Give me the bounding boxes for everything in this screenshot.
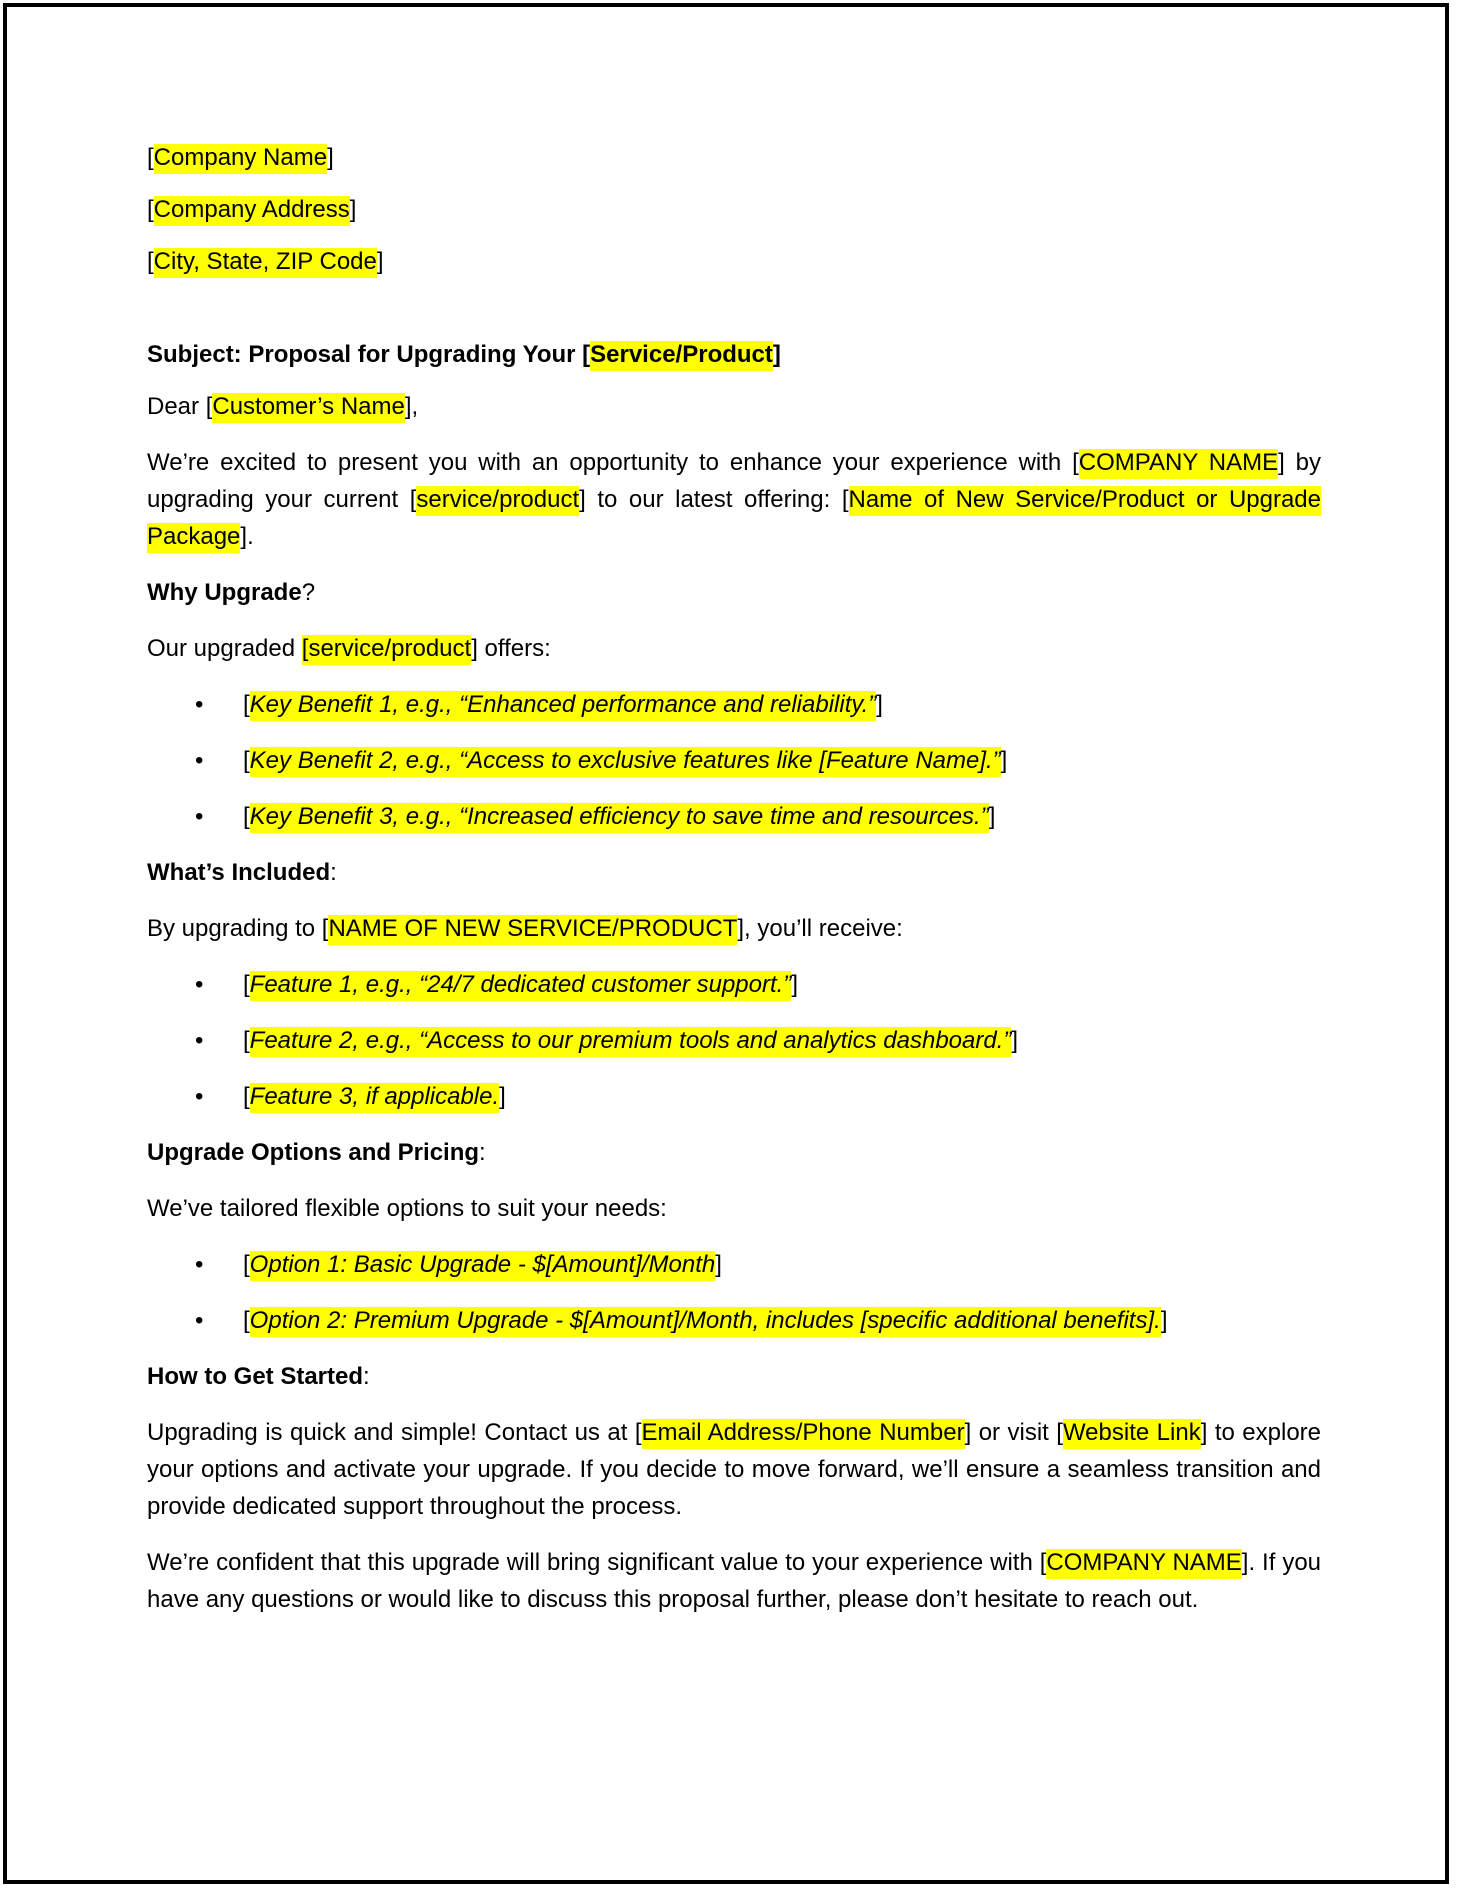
contact-placeholder: Email Address/Phone Number	[642, 1419, 965, 1449]
list-item: • [Key Benefit 2, e.g., “Access to exclusive features like [Feature Name].”]	[147, 742, 1321, 779]
features-list	[147, 966, 1321, 1115]
list-item: • [Feature 1, e.g., “24/7 dedicated customer support.”]	[147, 966, 1321, 1003]
get-started-heading: How to Get Started:	[147, 1363, 370, 1390]
list-item: • [Key Benefit 1, e.g., “Enhanced performance and reliability.”]	[147, 686, 1321, 723]
company-name-line: [Company Name]	[147, 139, 1321, 176]
service-product-placeholder: [service/product	[302, 635, 471, 665]
bullet-icon: •	[195, 971, 204, 998]
why-upgrade-heading: Why Upgrade?	[147, 579, 316, 606]
company-name-placeholder: Company Name	[154, 144, 327, 174]
whats-included-heading: What’s Included:	[147, 859, 337, 886]
letter-body	[147, 139, 1321, 1637]
option-placeholder: Option 2: Premium Upgrade - $[Amount]/Month, includes [specific additional benefits].	[250, 1307, 1161, 1337]
company-address-line: [Company Address]	[147, 191, 1321, 228]
bullet-icon: •	[195, 747, 204, 774]
bullet-icon: •	[195, 1251, 204, 1278]
get-started-paragraph: Upgrading is quick and simple! Contact us at [Email Address/Phone Number] or visit [Website Link] to explore your options and activate your upgrade. If you decide to move forward, we’ll ensure a seamless transition and provide dedicated support throughout the process.	[147, 1419, 1322, 1520]
feature-placeholder: Feature 2, e.g., “Access to our premium tools and analytics dashboard.”	[250, 1027, 1012, 1057]
list-item: • [Option 1: Basic Upgrade - $[Amount]/Month]	[147, 1246, 1321, 1283]
benefit-placeholder: Key Benefit 2, e.g., “Access to exclusive features like [Feature Name].”	[250, 747, 1001, 777]
closing-paragraph: We’re confident that this upgrade will bring significant value to your experience with [COMPANY NAME]. If you have any questions or would like to discuss this proposal further, please don’t hesitate to reach out.	[147, 1549, 1322, 1613]
new-offering-placeholder: Name of New Service/Product or Upgrade Package	[147, 486, 1321, 553]
list-item: • [Feature 2, e.g., “Access to our premium tools and analytics dashboard.”]	[147, 1022, 1321, 1059]
pricing-lead: We’ve tailored flexible options to suit your needs:	[147, 1195, 667, 1222]
feature-placeholder: Feature 1, e.g., “24/7 dedicated customer support.”	[250, 971, 792, 1001]
option-placeholder: Option 1: Basic Upgrade - $[Amount]/Month	[250, 1251, 716, 1281]
company-name-placeholder: COMPANY NAME	[1079, 449, 1278, 479]
why-upgrade-lead: Our upgraded [service/product] offers:	[147, 630, 1321, 667]
subject-line: Subject: Proposal for Upgrading Your [Service/Product]	[147, 336, 1321, 373]
bullet-icon: •	[195, 1083, 204, 1110]
benefits-list	[147, 686, 1321, 835]
company-name-placeholder: COMPANY NAME	[1046, 1549, 1241, 1579]
address-block	[147, 139, 1321, 280]
new-service-placeholder: NAME OF NEW SERVICE/PRODUCT	[328, 915, 737, 945]
document-page	[3, 3, 1449, 1884]
list-item: • [Option 2: Premium Upgrade - $[Amount]/Month, includes [specific additional benefits].]	[147, 1302, 1321, 1339]
pricing-heading: Upgrade Options and Pricing:	[147, 1139, 486, 1166]
list-item: • [Feature 3, if applicable.]	[147, 1078, 1321, 1115]
salutation: Dear [Customer’s Name],	[147, 388, 1321, 425]
list-item: • [Key Benefit 3, e.g., “Increased efficiency to save time and resources.”]	[147, 798, 1321, 835]
city-state-zip-placeholder: City, State, ZIP Code	[154, 248, 377, 278]
bullet-icon: •	[195, 1027, 204, 1054]
customer-name-placeholder: Customer’s Name	[212, 393, 405, 423]
city-state-zip-line: [City, State, ZIP Code]	[147, 243, 1321, 280]
benefit-placeholder: Key Benefit 3, e.g., “Increased efficiency to save time and resources.”	[250, 803, 989, 833]
bullet-icon: •	[195, 691, 204, 718]
intro-paragraph: We’re excited to present you with an opportunity to enhance your experience with [COMPANY NAME] by upgrading your current [service/product] to our latest offering: [Name of New Service/Product or Upgrade Package].	[147, 444, 1321, 555]
whats-included-lead: By upgrading to [NAME OF NEW SERVICE/PRODUCT], you’ll receive:	[147, 910, 1321, 947]
bullet-icon: •	[195, 803, 204, 830]
website-link-placeholder: Website Link	[1063, 1419, 1201, 1449]
benefit-placeholder: Key Benefit 1, e.g., “Enhanced performance and reliability.”	[250, 691, 877, 721]
bullet-icon: •	[195, 1307, 204, 1334]
feature-placeholder: Feature 3, if applicable.	[250, 1083, 499, 1113]
subject-placeholder: Service/Product	[590, 341, 773, 371]
options-list	[147, 1246, 1321, 1339]
service-product-placeholder: service/product	[416, 486, 579, 516]
company-address-placeholder: Company Address	[154, 196, 350, 226]
